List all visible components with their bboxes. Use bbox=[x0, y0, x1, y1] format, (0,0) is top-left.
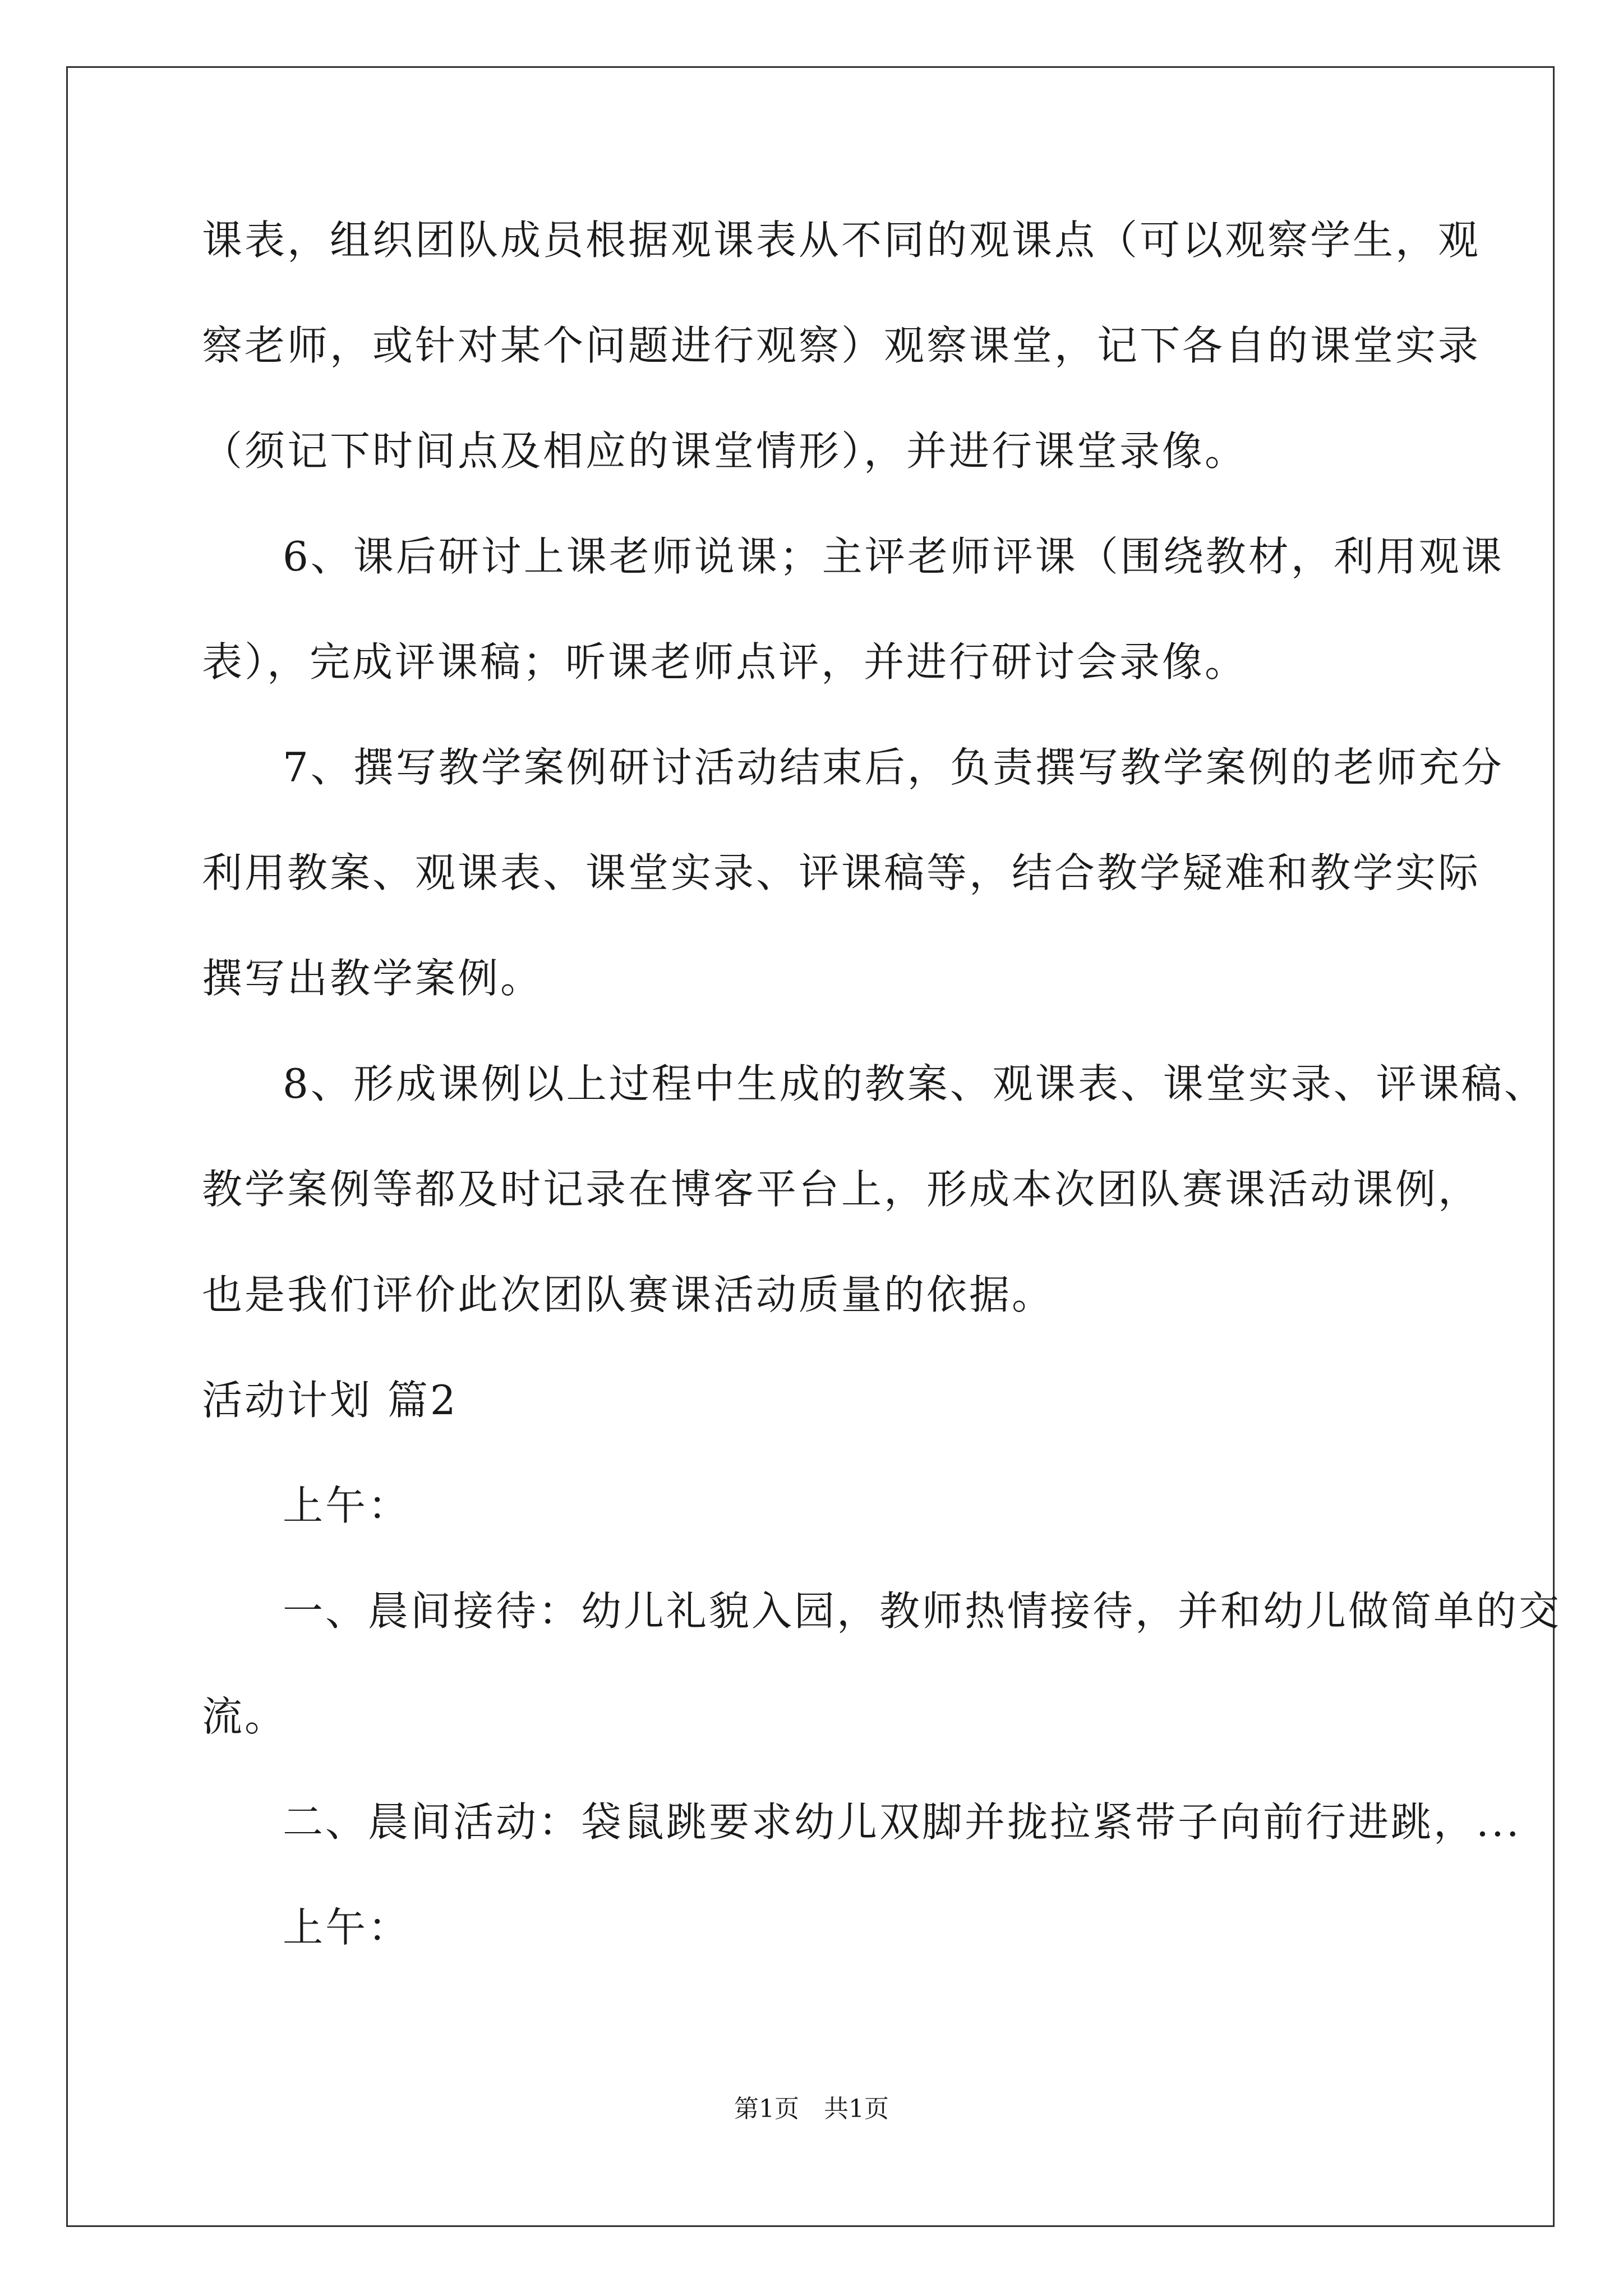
text-line: 表），完成评课稿；听课老师点评，并进行研讨会录像。 bbox=[202, 638, 1248, 685]
text-line: 也是我们评价此次团队赛课活动质量的依据。 bbox=[202, 1271, 1055, 1318]
section-heading: 活动计划 篇2 bbox=[202, 1377, 458, 1424]
text-line: （须记下时间点及相应的课堂情形），并进行课堂录像。 bbox=[202, 427, 1248, 475]
text-line: 察老师，或针对某个问题进行观察）观察课堂，记下各自的课堂实录 bbox=[202, 322, 1481, 369]
text-line: 利用教案、观课表、课堂实录、评课稿等，结合教学疑难和教学实际 bbox=[202, 849, 1481, 896]
page-footer: 第1页 共1页 bbox=[734, 2095, 889, 2123]
subheading-morning: 上午： bbox=[283, 1482, 411, 1529]
paragraph-morning-reception: 一、晨间接待：幼儿礼貌入园，教师热情接待，并和幼儿做简单的交 bbox=[283, 1588, 1562, 1635]
text-line: 课表，组织团队成员根据观课表从不同的观课点（可以观察学生，观 bbox=[202, 217, 1481, 264]
text-line: 教学案例等都及时记录在博客平台上，形成本次团队赛课活动课例， bbox=[202, 1166, 1481, 1213]
paragraph-7: 7、撰写教学案例研讨活动结束后，负责撰写教学案例的老师充分 bbox=[283, 744, 1504, 791]
paragraph-8: 8、形成课例以上过程中生成的教案、观课表、课堂实录、评课稿、 bbox=[283, 1060, 1547, 1107]
text-line: 撰写出教学案例。 bbox=[202, 955, 543, 1002]
paragraph-morning-activity: 二、晨间活动：袋鼠跳要求幼儿双脚并拢拉紧带子向前行进跳，... bbox=[283, 1798, 1521, 1846]
paragraph-6: 6、课后研讨上课老师说课；主评老师评课（围绕教材，利用观课 bbox=[283, 533, 1504, 580]
text-line: 流。 bbox=[202, 1693, 288, 1740]
subheading-morning: 上午： bbox=[283, 1904, 411, 1951]
